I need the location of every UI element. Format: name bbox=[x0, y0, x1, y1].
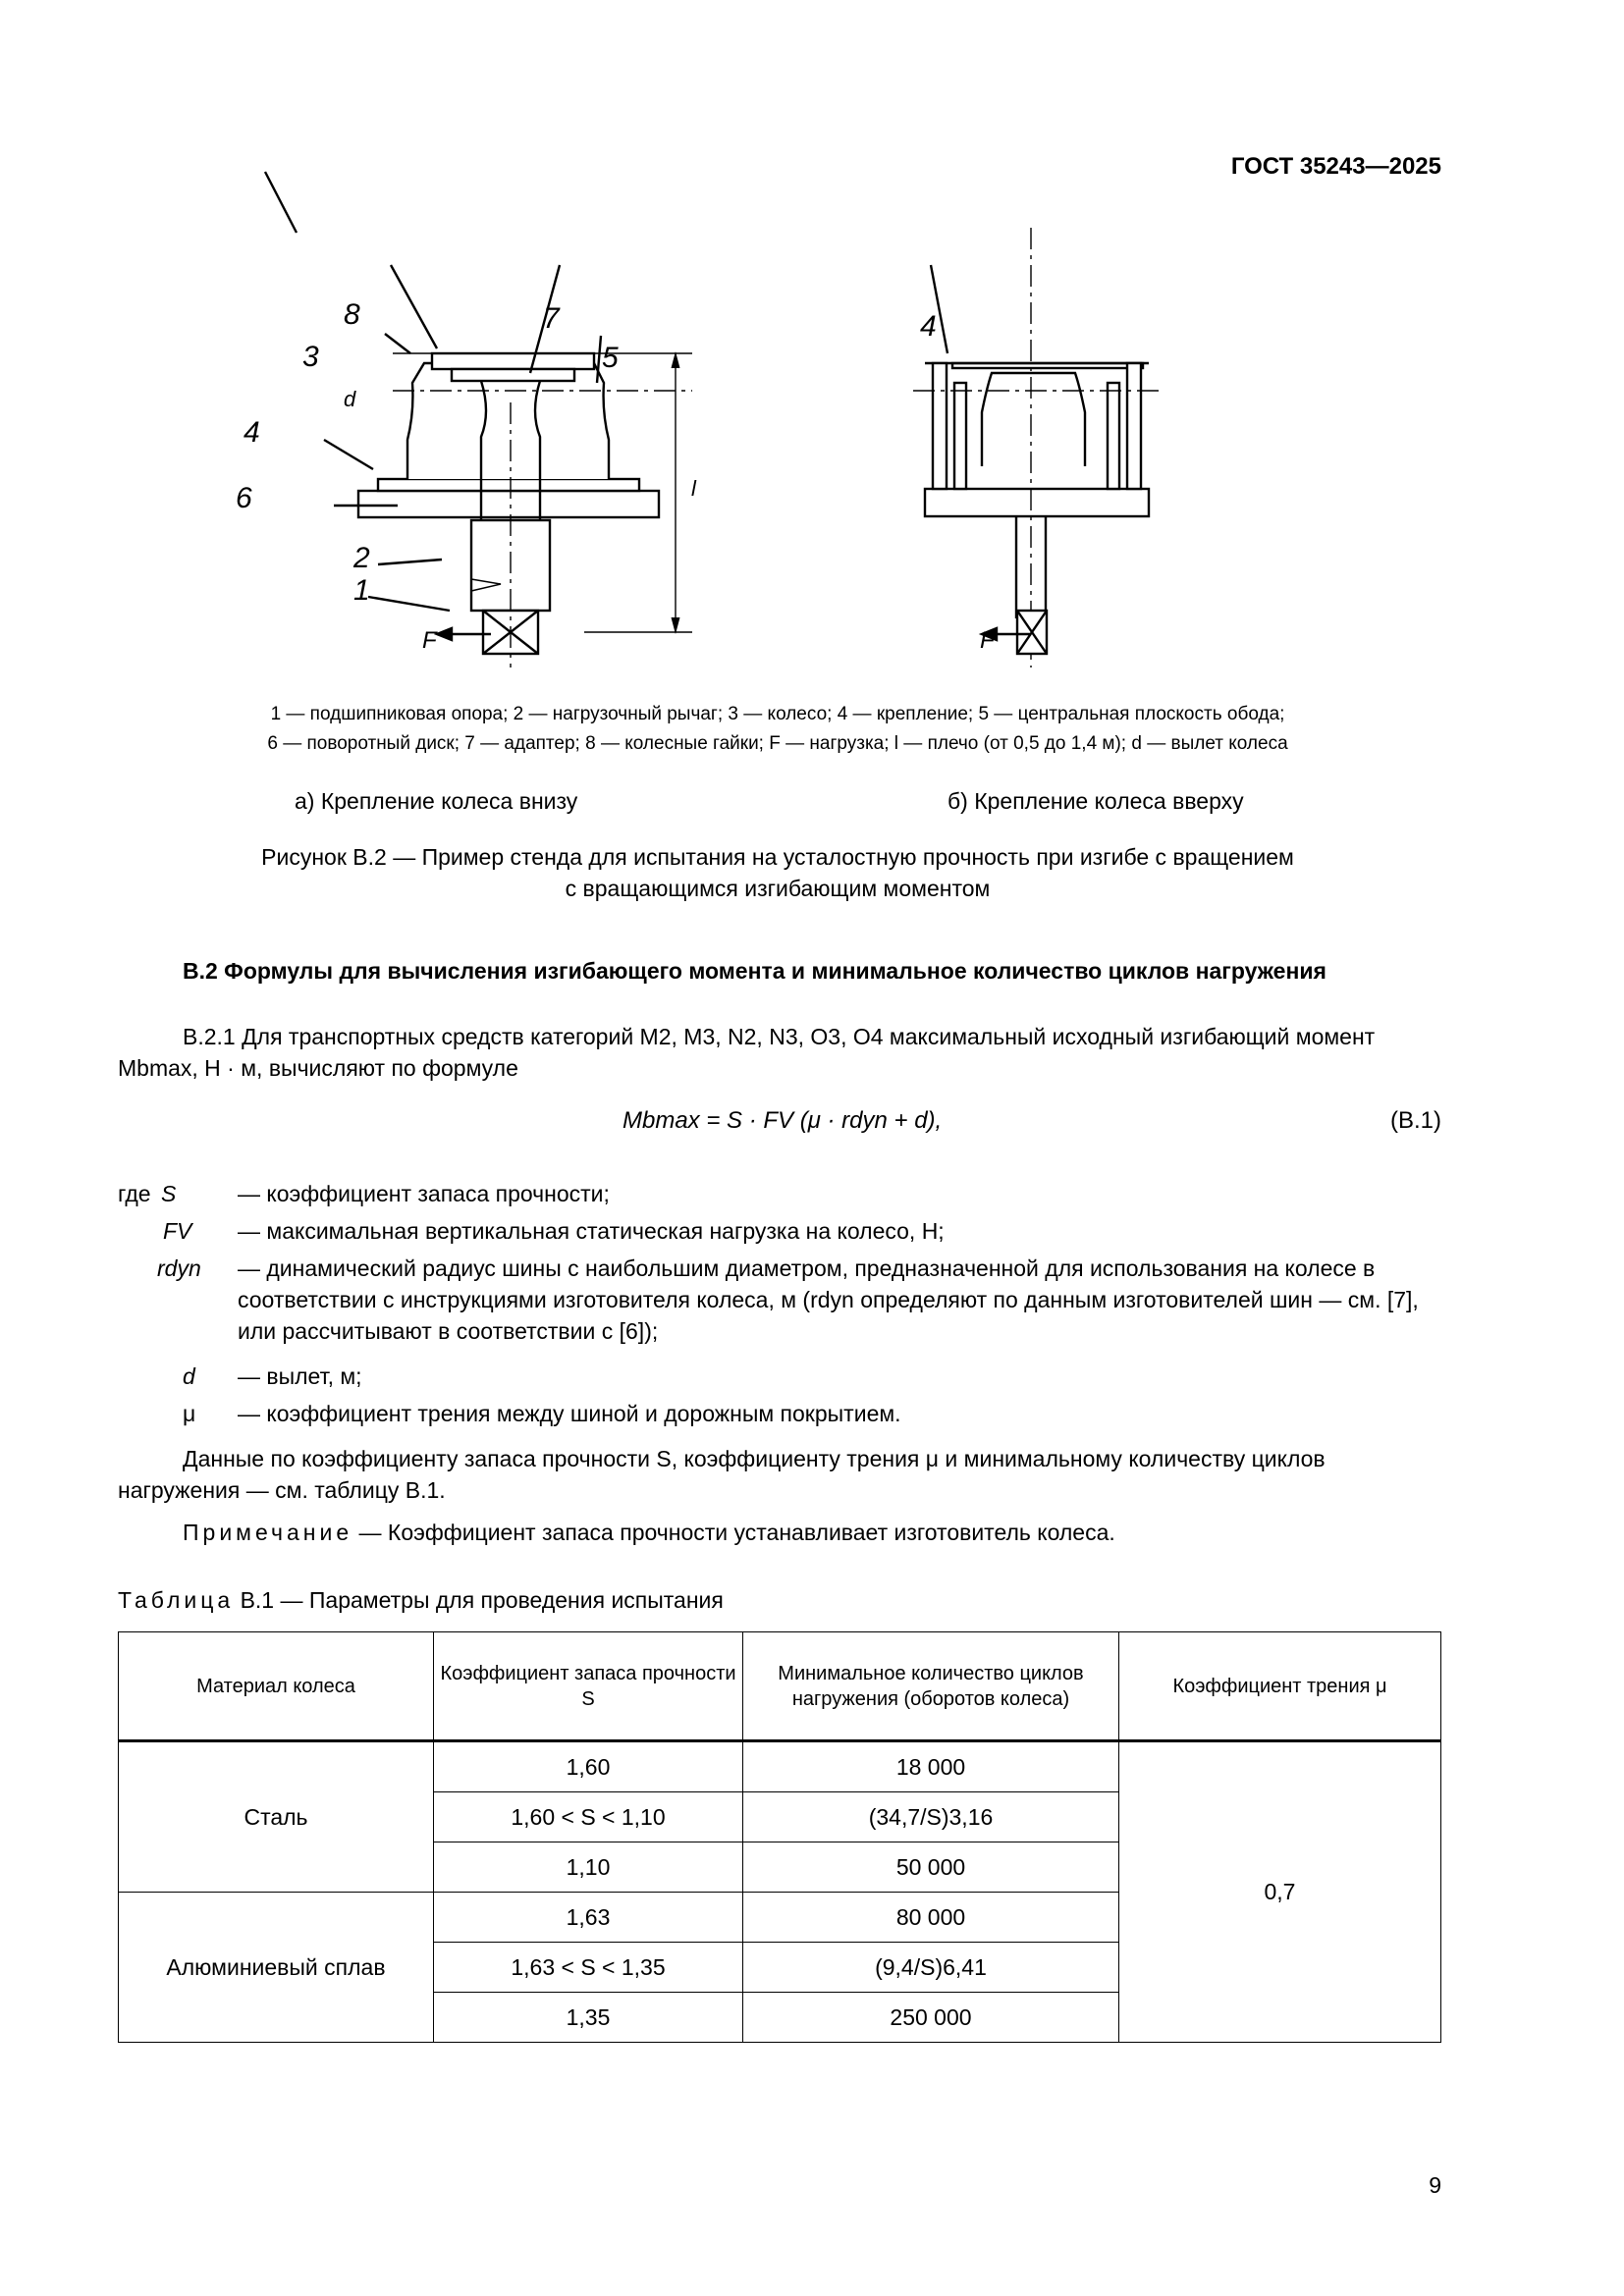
svg-text:F: F bbox=[422, 627, 437, 654]
def-term-mu: μ bbox=[183, 1401, 196, 1426]
formula-b1: Mbmax = S · FV (μ · rdyn + d), bbox=[623, 1107, 943, 1134]
table-title bbox=[118, 1584, 1439, 1616]
definitions-list bbox=[0, 1178, 1624, 1433]
def-term-d: d bbox=[183, 1363, 195, 1389]
svg-text:7: 7 bbox=[543, 302, 560, 335]
test-bench-figure bbox=[236, 226, 1286, 687]
def-term-rdyn: rdyn bbox=[157, 1255, 201, 1281]
cell-s: 1,60 < S < 1,10 bbox=[434, 1792, 743, 1842]
svg-text:6: 6 bbox=[236, 482, 252, 514]
table-title-label: Таблица bbox=[118, 1587, 235, 1613]
caption-line-1: Рисунок В.2 — Пример стенда для испытания на усталостную прочность при изгибе с вращением bbox=[261, 844, 1294, 870]
th-friction: Коэффициент трения μ bbox=[1119, 1632, 1441, 1741]
svg-text:4: 4 bbox=[920, 310, 937, 343]
svg-text:F: F bbox=[980, 627, 995, 654]
subcaption-b: б) Крепление колеса вверху bbox=[947, 788, 1244, 814]
friction-value: 0,7 bbox=[1119, 1741, 1441, 2043]
label-3: 3 bbox=[302, 341, 319, 373]
legend-line-1: 1 — подшипниковая опора; 2 — нагрузочный рычаг; 3 — колесо; 4 — крепление; 5 — центральная плоскость обода; bbox=[270, 704, 1285, 724]
def-text-rdyn: — динамический радиус шины с наибольшим диаметром, предназначенной для использования на колесе в соответствии с инструкциями изготовителя колеса, м (rdyn определяют по данным изготовителей шин — см. [7], или рассчитывают в соответствии с [6]); bbox=[238, 1255, 1419, 1344]
cell-s: 1,63 < S < 1,35 bbox=[434, 1943, 743, 1993]
parameters-table bbox=[118, 1631, 1441, 2043]
th-min-cycles: Минимальное количество циклов нагружения (оборотов колеса) bbox=[743, 1632, 1119, 1741]
legend-line-2: 6 — поворотный диск; 7 — адаптер; 8 — колесные гайки; F — нагрузка; l — плечо (от 0,5 до 1,4 м); d — вылет колеса bbox=[267, 733, 1288, 754]
svg-text:l: l bbox=[691, 476, 696, 501]
document-header: ГОСТ 35243—2025 bbox=[1230, 153, 1441, 180]
svg-text:1: 1 bbox=[353, 574, 370, 607]
table-title-text: В.1 — Параметры для проведения испытания bbox=[234, 1587, 724, 1613]
svg-text:8: 8 bbox=[344, 298, 360, 331]
material-aluminium: Алюминиевый сплав bbox=[119, 1893, 434, 2043]
subcaption-a: а) Крепление колеса внизу bbox=[295, 788, 578, 814]
table-header-row bbox=[119, 1632, 1441, 1741]
svg-text:2: 2 bbox=[353, 542, 370, 574]
turntable-disc-right bbox=[925, 489, 1149, 516]
material-steel: Сталь bbox=[119, 1741, 434, 1893]
cell-s: 1,10 bbox=[434, 1842, 743, 1893]
table-row bbox=[119, 1741, 1441, 1792]
def-text-fv: — максимальная вертикальная статическая нагрузка на колесо, Н; bbox=[238, 1218, 945, 1244]
paragraph-b21: В.2.1 Для транспортных средств категорий M2, M3, N2, N3, O3, O4 максимальный исходный изгибающий момент Mbmax, Н · м, вычисляют по формуле bbox=[118, 1024, 1376, 1081]
caption-line-2: с вращающимся изгибающим моментом bbox=[565, 876, 991, 901]
formula-number: (В.1) bbox=[1389, 1107, 1441, 1134]
figure-caption bbox=[118, 841, 1437, 904]
note bbox=[183, 1517, 1504, 1548]
cell-s: 1,60 bbox=[434, 1741, 743, 1792]
where-word: где bbox=[118, 1181, 151, 1206]
cell-s: 1,63 bbox=[434, 1893, 743, 1943]
cell-n: (34,7/S)3,16 bbox=[743, 1792, 1119, 1842]
svg-text:5: 5 bbox=[602, 342, 619, 374]
svg-text:4: 4 bbox=[244, 416, 260, 449]
svg-text:d: d bbox=[344, 387, 356, 411]
def-term-fv: FV bbox=[163, 1218, 192, 1244]
cell-n: 80 000 bbox=[743, 1893, 1119, 1943]
note-text: — Коэффициент запаса прочности устанавливает изготовитель колеса. bbox=[352, 1520, 1115, 1545]
def-term-s: S bbox=[161, 1181, 177, 1206]
figure-legend bbox=[118, 700, 1437, 759]
section-heading: В.2 Формулы для вычисления изгибающего момента и минимальное количество циклов нагружения bbox=[183, 958, 1326, 984]
th-safety-factor: Коэффициент запаса прочности S bbox=[434, 1632, 743, 1741]
cell-s: 1,35 bbox=[434, 1993, 743, 2043]
cell-n: 250 000 bbox=[743, 1993, 1119, 2043]
note-label: Примечание bbox=[183, 1520, 353, 1545]
th-material: Материал колеса bbox=[119, 1632, 434, 1741]
cell-n: 18 000 bbox=[743, 1741, 1119, 1792]
def-text-s: — коэффициент запаса прочности; bbox=[238, 1181, 610, 1206]
page-number: 9 bbox=[1429, 2172, 1441, 2198]
paragraph-data: Данные по коэффициенту запаса прочности S, коэффициенту трения μ и минимальному количеству циклов нагружения — см. таблицу В.1. bbox=[118, 1446, 1326, 1503]
cell-n: (9,4/S)6,41 bbox=[743, 1943, 1119, 1993]
def-text-mu: — коэффициент трения между шиной и дорожным покрытием. bbox=[238, 1401, 901, 1426]
turntable-disc-left bbox=[358, 491, 659, 517]
cell-n: 50 000 bbox=[743, 1842, 1119, 1893]
def-text-d: — вылет, м; bbox=[238, 1363, 362, 1389]
